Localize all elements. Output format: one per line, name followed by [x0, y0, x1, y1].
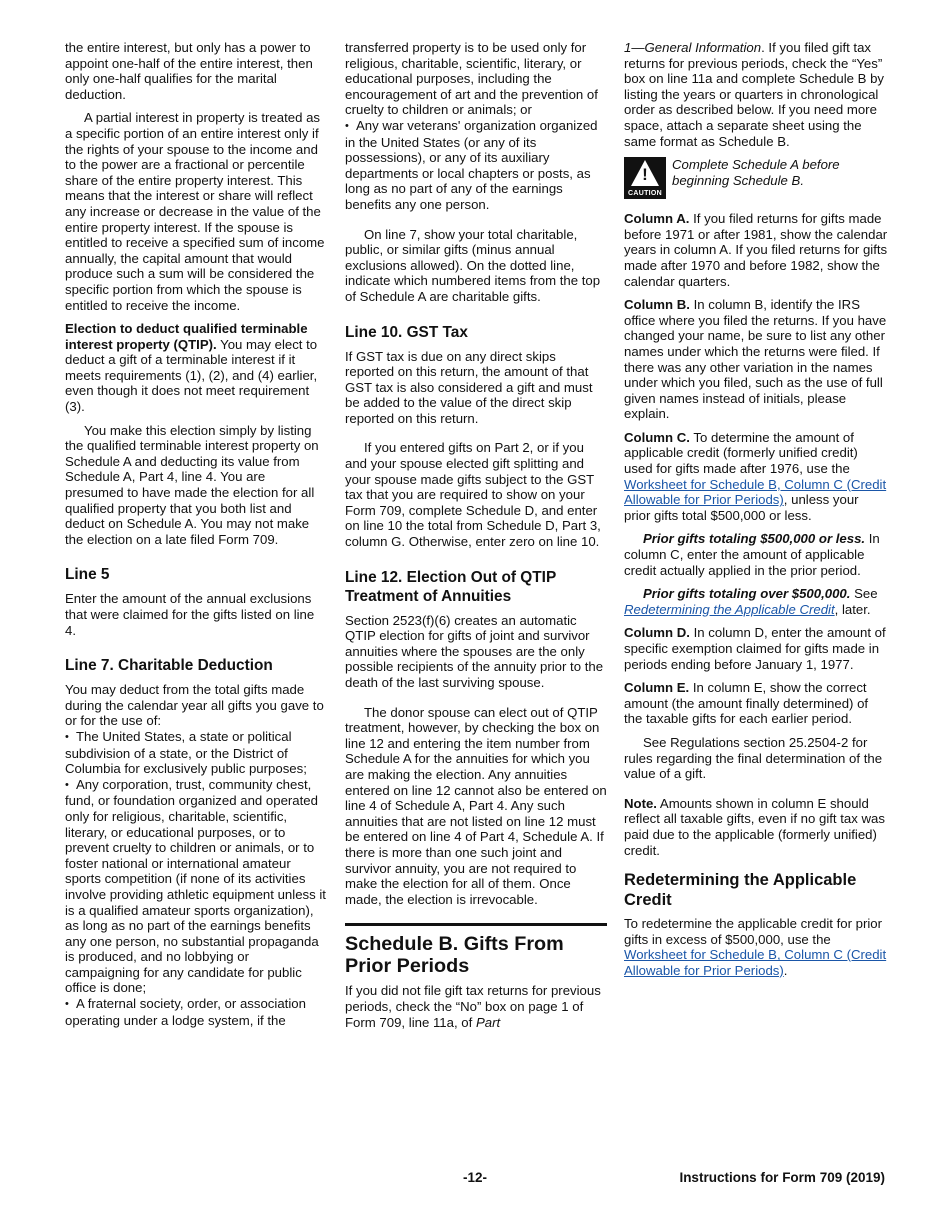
bullet-item: • A fraternal society, order, or association operating under a lodge system, if the	[65, 996, 327, 1028]
column-c-end: , unless your prior gifts total $500,000 or less.	[624, 492, 859, 523]
caution-label: CAUTION	[628, 190, 662, 198]
worksheet-link[interactable]: Worksheet for Schedule B, Column C (Credit Allowable for Prior Periods)	[624, 947, 887, 978]
column-b-text: In column B, identify the IRS office where you filed the returns. If you have changed your name, be sure to list any other names under which the returns were filed. If there was any other variation in the names under which you filed, such as the use of full given names instead of initials, please explain.	[624, 297, 887, 422]
prior-gifts-over-label: Prior gifts totaling over $500,000.	[643, 586, 851, 602]
paragraph: On line 7, show your total charitable, public, or similar gifts (minus annual exclusions allowed). On the dotted line, indicate which numbered items from the top of Schedule A are charitable gifts.	[345, 226, 601, 304]
note-text: Amounts shown in column E should reflect all taxable gifts, even if no gift tax was paid due to the applicable (formerly unified) credit.	[624, 795, 885, 858]
column-c-label: Column C.	[624, 429, 690, 445]
heading-line-10: Line 10. GST Tax	[345, 323, 468, 341]
prior-gifts-over-paragraph	[624, 586, 888, 617]
redetermining-link[interactable]: Redetermining the Applicable Credit	[624, 601, 835, 617]
prior-gifts-less-label: Prior gifts totaling $500,000 or less.	[643, 531, 866, 547]
bullet-item: • Any war veterans' organization organized in the United States (or any of its possessions), or any of its auxiliary departments or local chapters or posts, as long as no part of any of the earnings benefits any one person.	[345, 118, 607, 213]
paragraph	[624, 40, 888, 149]
schedule-b-text: If you did not file gift tax returns for previous periods, check the “No” box on page 1 of Form 709, line 11a, of	[345, 983, 601, 1030]
bullet-item: • The United States, a state or political subdivision of a state, or the District of Columbia for exclusively public purposes;	[65, 729, 327, 777]
column-c-paragraph	[624, 430, 888, 524]
column-b-label: Column B.	[624, 297, 690, 313]
note-label: Note.	[624, 795, 657, 811]
column-2	[345, 40, 607, 1038]
paragraph	[345, 983, 607, 1030]
heading-line-5: Line 5	[65, 566, 110, 584]
bullet-item: • Any corporation, trust, community chest, fund, or foundation organized and operated only for religious, charitable, scientific, literary, or educational purposes, or to prevent cruelty to children or animals, or to foster national or international amateur sports competition (if none of its activities involve providing athletic equipment unless it is a qualified amateur sports organization), as long as no part of the earnings benefits any one person, no substantial propaganda is produced, and no lobbying or campaigning for any candidate for public office is done;	[65, 777, 327, 996]
prior-gifts-over-end: , later.	[834, 601, 871, 617]
paragraph-qtip	[65, 321, 327, 415]
qtip-heading: Election to deduct qualified terminable interest property (QTIP).	[65, 321, 308, 352]
caution-note	[624, 157, 888, 199]
column-c-text: To determine the amount of applicable credit (formerly unified credit) used for gifts made after 1976, use the	[624, 429, 858, 477]
column-a-text: If you filed returns for gifts made before 1971 or after 1981, show the calendar years in column A. If you filed returns for gifts made after 1970 and before 1982, show the calendar quarters.	[624, 211, 888, 289]
redetermining-end: .	[783, 962, 788, 978]
heading-line-7: Line 7. Charitable Deduction	[65, 657, 273, 675]
note-paragraph	[624, 796, 888, 858]
paragraph: If GST tax is due on any direct skips reported on this return, the amount of that GST tax is also considered a gift and must be added to the value of the direct skip reported on this return.	[345, 348, 593, 426]
column-d-label: Column D.	[624, 625, 690, 641]
prior-gifts-less-paragraph	[624, 531, 888, 578]
paragraph: Section 2523(f)(6) creates an automatic QTIP election for gifts of joint and survivor annuities where the spouses are the only possible recipients of the annuity prior to the death of the last surviving spouse.	[345, 612, 604, 690]
redetermining-text: To redetermine the applicable credit for prior gifts in excess of $500,000, use the	[624, 916, 883, 947]
page-number: -12-	[462, 1170, 487, 1185]
part-1-ref: 1—General Information	[624, 40, 762, 55]
paragraph: Enter the amount of the annual exclusions that were claimed for the gifts listed on line 4.	[65, 591, 315, 638]
heading-line-12: Line 12. Election Out of QTIP Treatment of Annuities	[345, 568, 556, 605]
prior-gifts-less-text: In column C, enter the amount of applicable credit actually applied in the prior period.	[624, 531, 880, 578]
redetermining-paragraph	[624, 916, 888, 978]
paragraph: transferred property is to be used only for religious, charitable, scientific, literary, or educational purposes, including the encouragement of art and the prevention of cruelty to children or animals; or	[345, 40, 598, 118]
paragraph: The donor spouse can elect out of QTIP treatment, however, by checking the box on line 12 and entering the item number from Schedule A for the annuities for which you are making the election. Any annuities entered on line 12 cannot also be entered on line 4 of Schedule A, Part 4. Any such annuities that are not listed on line 12 must be entered on line 4 of Part 4, Schedule A. If there is more than one such joint and survivor annuity, you are not required to make the election for all of them. Once made, the election is irrevocable.	[345, 704, 607, 907]
heading-redetermining: Redetermining the Applicable Credit	[624, 871, 857, 910]
paragraph: See Regulations section 25.2504-2 for rules regarding the final determination of the value of a gift.	[624, 734, 883, 782]
schedule-b-part: Part	[475, 1014, 501, 1030]
column-3	[624, 40, 888, 987]
column-e-paragraph	[624, 680, 888, 727]
column-e-text: In column E, show the correct amount (the amount finally determined) of the taxable gifts for each earlier period.	[624, 680, 869, 727]
paragraph: the entire interest, but only has a power to appoint one-half of the entire interest, then only one-half qualifies for the marital deduction.	[65, 40, 313, 102]
caution-text: Complete Schedule A before beginning Schedule B.	[672, 157, 840, 188]
form-title: Instructions for Form 709 (2019)	[679, 1170, 885, 1185]
caution-icon: ! CAUTION	[624, 157, 666, 199]
general-info-text: . If you filed gift tax returns for previous periods, check the “Yes” box on line 11a and complete Schedule B by listing the years or quarters in chronological order as described below. If you need more space, attach a separate sheet using the same format as Schedule B.	[624, 40, 885, 149]
column-e-label: Column E.	[624, 680, 690, 696]
column-b-paragraph	[624, 297, 888, 422]
column-d-text: In column D, enter the amount of specific exemption claimed for gifts made in periods ending before January 1, 1977.	[624, 625, 886, 672]
column-d-paragraph	[624, 625, 888, 672]
column-a-label: Column A.	[624, 211, 690, 227]
column-1	[65, 40, 327, 1028]
paragraph: A partial interest in property is treated as a specific portion of an entire interest only if the rights of your spouse to the income and to the power are a fractional or percentile share of the entire property interest. This means that the interest or share will reflect any increase or decrease in the value of the entire property interest. If the spouse is entitled to receive a specified sum of income annually, the capital amount that would produce such a sum will be considered the specific portion from which the spouse is entitled to receive the income.	[65, 110, 325, 313]
paragraph: If you entered gifts on Part 2, or if you and your spouse elected gift splitting and your spouse made gifts subject to the GST tax that you are required to show on your Form 709, complete Schedule D, and enter on line 10 the total from Schedule D, Part 3, column G. Otherwise, enter zero on line 10.	[345, 440, 601, 550]
worksheet-link[interactable]: Worksheet for Schedule B, Column C (Credit Allowable for Prior Periods)	[624, 476, 887, 508]
column-a-paragraph	[624, 211, 888, 289]
heading-schedule-b: Schedule B. Gifts From Prior Periods	[345, 923, 607, 977]
prior-gifts-over-text: See	[850, 586, 878, 602]
paragraph: You make this election simply by listing the qualified terminable interest property on Schedule A and deducting its value from Schedule A, Part 4, line 4. You are presumed to have made the election for all qualified property that you both list and deduct on Schedule A. You may not make the election on a late filed Form 709.	[65, 422, 319, 547]
qtip-text: You may elect to deduct a gift of a terminable interest if it meets requirements (1), (2), and (4) earlier, even though it does not meet requirement (3).	[65, 336, 318, 415]
paragraph: You may deduct from the total gifts made during the calendar year all gifts you gave to or for the use of:	[65, 682, 324, 729]
